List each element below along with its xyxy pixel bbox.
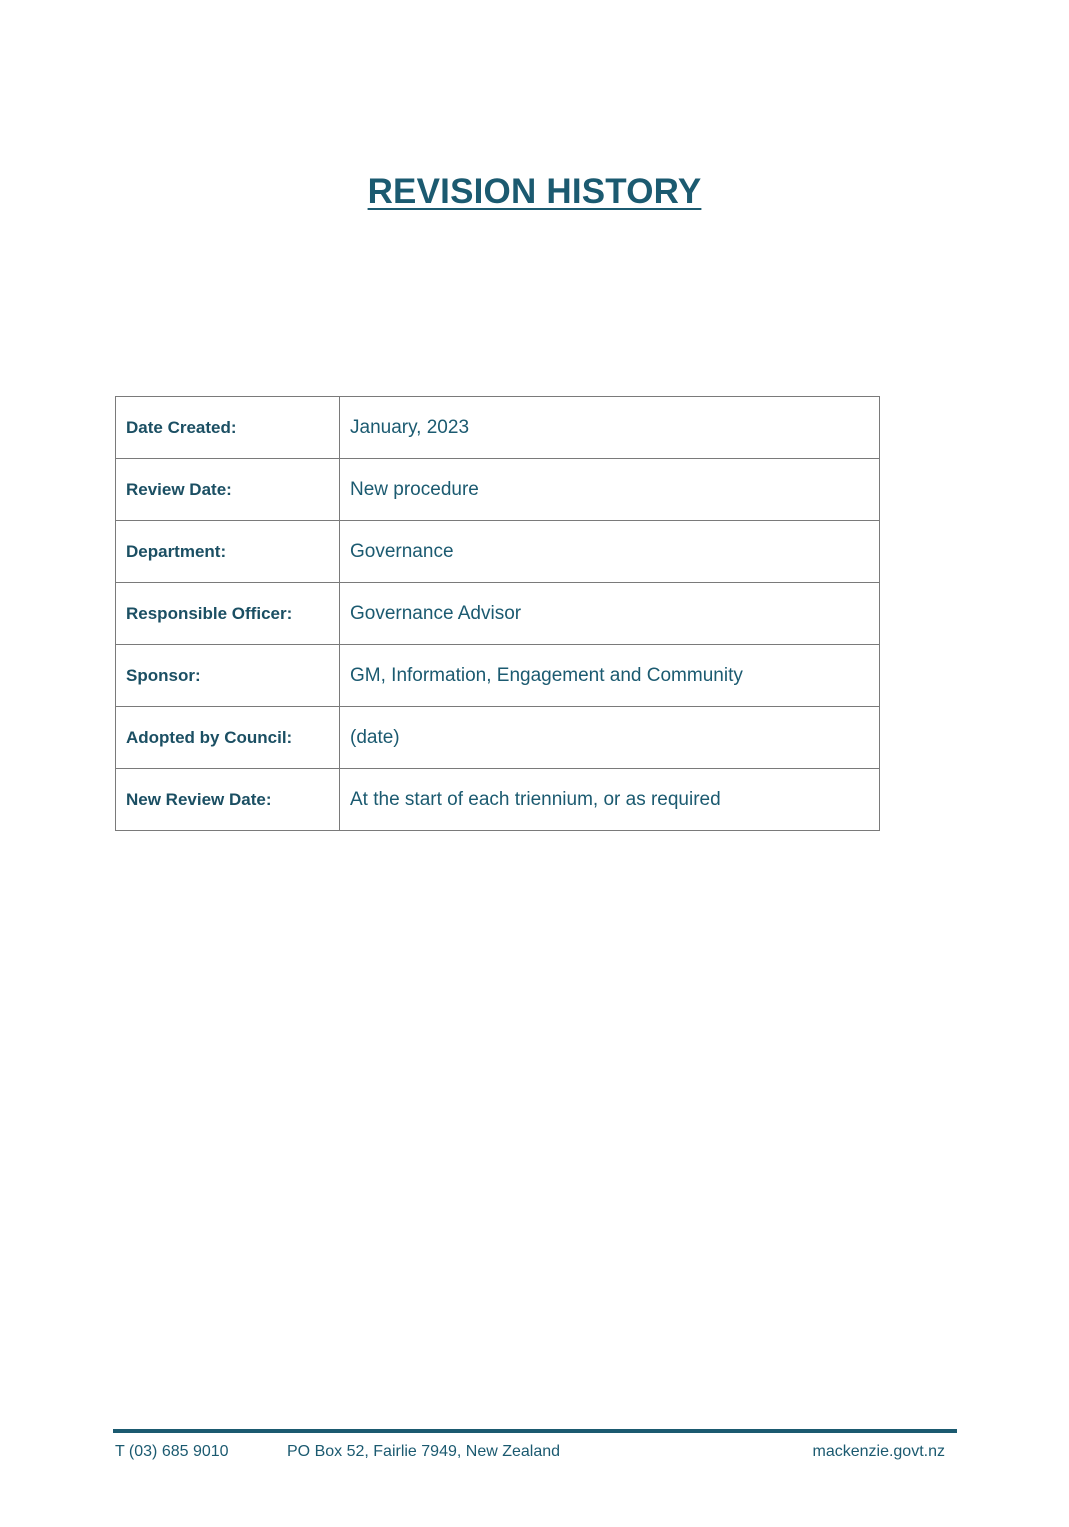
- row-value: New procedure: [340, 459, 880, 521]
- revision-history-table: [115, 396, 880, 831]
- table-row: [116, 459, 880, 521]
- row-value: GM, Information, Engagement and Community: [340, 645, 880, 707]
- page-title-text: REVISION HISTORY: [367, 172, 702, 211]
- table-row: [116, 583, 880, 645]
- row-label: Sponsor:: [116, 645, 340, 707]
- table-row: [116, 521, 880, 583]
- row-value: At the start of each triennium, or as required: [340, 769, 880, 831]
- row-label: Adopted by Council:: [116, 707, 340, 769]
- footer-phone: T (03) 685 9010: [115, 1443, 229, 1460]
- table-row: [116, 707, 880, 769]
- row-value: Governance: [340, 521, 880, 583]
- row-label: Responsible Officer:: [116, 583, 340, 645]
- table-row: [116, 769, 880, 831]
- row-label: Department:: [116, 521, 340, 583]
- row-value: Governance Advisor: [340, 583, 880, 645]
- footer-divider: [113, 1429, 957, 1433]
- footer-website: mackenzie.govt.nz: [812, 1443, 945, 1460]
- footer-address: PO Box 52, Fairlie 7949, New Zealand: [287, 1443, 561, 1460]
- row-label: Date Created:: [116, 397, 340, 459]
- table-row: [116, 397, 880, 459]
- row-label: Review Date:: [116, 459, 340, 521]
- page-title: [0, 172, 1069, 212]
- table-row: [116, 645, 880, 707]
- row-label: New Review Date:: [116, 769, 340, 831]
- row-value: (date): [340, 707, 880, 769]
- row-value: January, 2023: [340, 397, 880, 459]
